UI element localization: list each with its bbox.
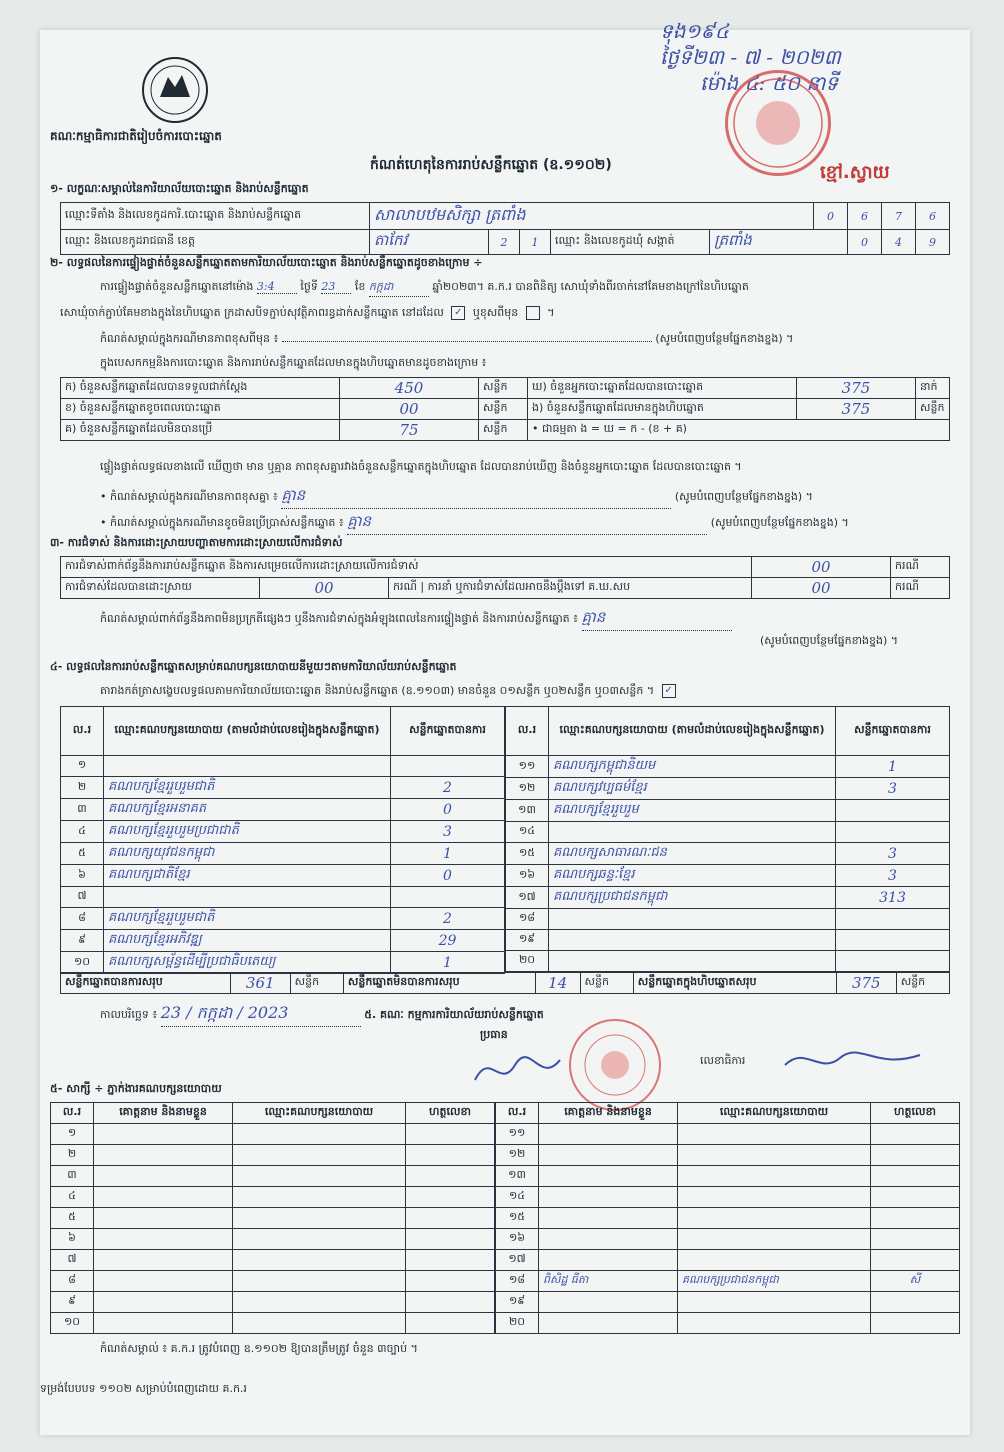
witness-signature bbox=[406, 1208, 495, 1229]
table-row bbox=[61, 908, 505, 930]
row-no: ១ bbox=[61, 756, 104, 777]
secretary-label: លេខាធិការ bbox=[700, 1054, 746, 1067]
witness-signature bbox=[871, 1166, 960, 1187]
voters-count: 375 bbox=[797, 378, 916, 399]
table-row bbox=[51, 1271, 495, 1292]
grid-unit: សន្លឹក bbox=[479, 399, 528, 420]
party-name bbox=[549, 822, 836, 843]
witness-signature bbox=[406, 1187, 495, 1208]
witness-name bbox=[539, 1229, 678, 1250]
footer-note: កំណត់សម្គាល់ ៖ គ.ក.រ ត្រូវបំពេញ ឧ.១១០២ ឱ្យបានត្រឹមត្រូវ ចំនួន ៣ច្បាប់ ។ bbox=[100, 1342, 418, 1355]
stamp-label: ខ្មៅ.ស្វាយ bbox=[820, 162, 890, 183]
party-votes bbox=[836, 930, 950, 951]
grid-label: ខ) ចំនួនសន្លឹកឆ្នោតខូចពេលបោះឆ្នោត bbox=[61, 399, 340, 420]
table-row bbox=[61, 843, 505, 865]
unused-note: • កំណត់សម្គាល់ក្នុងករណីមានខូចមិនប្រើប្រាស់សន្លឹកឆ្នោត ៖ គ្មាន (សូមបំពេញបន្ថែមផ្នែកខាងខ្នង) ។ bbox=[100, 512, 950, 535]
location-value: សាលាបឋមសិក្សា ត្រពាំង bbox=[370, 203, 814, 230]
section3-title: ៣- ការជំទាស់ និងការដោះស្រាយបញ្ហាតាមការដោះស្រាយលើការជំទាស់ bbox=[50, 536, 343, 549]
witness-table-left bbox=[50, 1102, 495, 1334]
unchanged-checkbox: ✓ bbox=[451, 306, 465, 320]
results-table-right bbox=[505, 706, 950, 972]
party-name: គណបក្សខ្មែរអភិវឌ្ឍ bbox=[104, 930, 391, 952]
party-name: គណបក្សយុវជនកម្ពុជា bbox=[104, 843, 391, 865]
party-votes bbox=[836, 822, 950, 843]
witness-party bbox=[678, 1292, 871, 1313]
witness-name bbox=[94, 1229, 233, 1250]
code-digit: 0 bbox=[848, 230, 882, 255]
table-row bbox=[61, 930, 505, 952]
col-party: ឈ្មោះគណបក្សនយោបាយ bbox=[678, 1103, 871, 1124]
table-row bbox=[496, 1271, 960, 1292]
inbox-total: 375 bbox=[836, 973, 896, 994]
table-row bbox=[496, 1145, 960, 1166]
party-votes: 2 bbox=[391, 908, 505, 930]
totals-row bbox=[60, 972, 950, 994]
row-no: ៩ bbox=[61, 930, 104, 952]
changed-checkbox bbox=[526, 306, 540, 320]
witness-name bbox=[94, 1313, 233, 1334]
table-row bbox=[506, 909, 950, 930]
code-digit: 1 bbox=[520, 230, 551, 255]
col-votes: សន្លឹកឆ្នោតបានការ bbox=[391, 707, 505, 756]
irregularity-suffix: (សូមបំពេញបន្ថែមផ្នែកខាងខ្នង) ។ bbox=[760, 634, 899, 647]
witness-signature bbox=[871, 1145, 960, 1166]
verification-line-2: សោឃុំចាក់ភ្ជាប់គែមខាងក្នុងនៃហិបឆ្នោត ក្រដាសបិទភ្ជាប់សុវត្ថិភាពរន្ធដាក់សន្លឹកឆ្នោត នៅដដែល ✓ ឬខុសពីមុន ។ bbox=[60, 306, 555, 319]
objection-count: 00 bbox=[752, 557, 891, 578]
witness-signature: សី bbox=[871, 1271, 960, 1292]
row-no: ៨ bbox=[51, 1271, 94, 1292]
table-row bbox=[506, 800, 950, 822]
day-value: 23 bbox=[321, 280, 351, 294]
total-unit: សន្លឹក bbox=[896, 973, 949, 994]
table-row bbox=[506, 822, 950, 843]
grid-unit: សន្លឹក bbox=[479, 378, 528, 399]
witness-party bbox=[233, 1187, 406, 1208]
witness-name bbox=[539, 1124, 678, 1145]
row-no: ២០ bbox=[506, 951, 549, 972]
row-no: ៧ bbox=[51, 1250, 94, 1271]
formula-note: • ជាធម្មតា ង = ឃ = ក - (ខ + គ) bbox=[528, 420, 950, 441]
table-row bbox=[496, 1166, 960, 1187]
party-name: គណបក្សសម្ព័ន្ធដើម្បីប្រជាធិបតេយ្យ bbox=[104, 952, 391, 974]
location-label: ឈ្មោះទីតាំង និងលេខកូដការិ.បោះឆ្នោត និងរាប់សន្លឹកឆ្នោត bbox=[61, 203, 370, 230]
witness-signature bbox=[406, 1292, 495, 1313]
org-name: គណៈកម្មាធិការជាតិរៀបចំការបោះឆ្នោត bbox=[50, 129, 222, 143]
party-votes: 1 bbox=[391, 952, 505, 974]
row-no: ១០ bbox=[61, 952, 104, 974]
witness-signature bbox=[871, 1124, 960, 1145]
grid-unit: សន្លឹក bbox=[916, 399, 950, 420]
row-no: ៨ bbox=[61, 908, 104, 930]
col-votes: សន្លឹកឆ្នោតបានការ bbox=[836, 707, 950, 756]
row-no: ៥ bbox=[51, 1208, 94, 1229]
row-no: ៥ bbox=[61, 843, 104, 865]
irregularity-note: កំណត់សម្គាល់ពាក់ព័ន្ធនឹងភាពមិនប្រក្រតីផ្សេងៗ ឬនឹងការជំទាស់ក្នុងអំឡុងពេលនៃការផ្ទៀងផ្ទាត់ និងការរាប់សន្លឹកឆ្នោត ៖ គ្មាន bbox=[100, 608, 960, 631]
party-votes bbox=[391, 887, 505, 908]
witness-signature bbox=[406, 1250, 495, 1271]
row-no: ១៦ bbox=[496, 1229, 539, 1250]
table-row bbox=[506, 887, 950, 909]
witness-table-right bbox=[495, 1102, 960, 1334]
row-no: ១៦ bbox=[506, 865, 549, 887]
commune-label: ឈ្មោះ និងលេខកូដឃុំ សង្កាត់ bbox=[551, 230, 710, 255]
table-row bbox=[61, 952, 505, 974]
row-no: ២០ bbox=[496, 1313, 539, 1334]
table-row bbox=[496, 1292, 960, 1313]
witness-signature bbox=[406, 1313, 495, 1334]
witness-signature bbox=[871, 1208, 960, 1229]
party-votes: 3 bbox=[836, 843, 950, 865]
witness-name bbox=[94, 1208, 233, 1229]
witness-name bbox=[539, 1313, 678, 1334]
row-no: ១៣ bbox=[496, 1166, 539, 1187]
section4-title: ៤- លទ្ធផលនៃការរាប់សន្លឹកឆ្នោតសម្រាប់គណបក្សនយោបាយនីមួយៗតាមការិយាល័យរាប់សន្លឹកឆ្នោត bbox=[50, 660, 457, 673]
party-name bbox=[549, 930, 836, 951]
table-row bbox=[496, 1313, 960, 1334]
sheets-checkbox: ✓ bbox=[662, 684, 676, 698]
table-row bbox=[506, 756, 950, 778]
row-no: ១៩ bbox=[496, 1292, 539, 1313]
witness-name bbox=[539, 1208, 678, 1229]
invalid-total: 14 bbox=[535, 973, 580, 994]
count-grid bbox=[60, 377, 950, 441]
witness-name bbox=[94, 1145, 233, 1166]
emblem-icon bbox=[140, 55, 210, 125]
table-row bbox=[496, 1187, 960, 1208]
match-line: ផ្ទៀងផ្ទាត់លទ្ធផលខាងលើ ឃើញថា មាន ឬគ្មាន ភាពខុសគ្នារវាងចំនួនសន្លឹកឆ្នោតក្នុងហិបឆ្នោត ដែលបានរាប់ឃើញ និងចំនួនអ្នកបោះឆ្នោត ដែលបានបោះឆ្នោត ។ bbox=[100, 460, 742, 473]
province-value: តាកែវ bbox=[370, 230, 489, 255]
row-no: ១៨ bbox=[506, 909, 549, 930]
row-no: ១១ bbox=[506, 756, 549, 778]
resolved-count: 00 bbox=[260, 578, 389, 599]
table-row bbox=[506, 865, 950, 887]
change-note-line: កំណត់សម្គាល់ក្នុងករណីមានភាពខុសពីមុន ៖ (សូមបំពេញបន្ថែមផ្នែកខាងខ្នង) ។ bbox=[100, 332, 794, 345]
table-row bbox=[61, 887, 505, 908]
party-name: គណបក្សខ្មែររួបរួមជាតិ bbox=[104, 908, 391, 930]
province-label: ឈ្មោះ និងលេខកូដរាជធានី ខេត្ត bbox=[61, 230, 370, 255]
row-no: ១៤ bbox=[496, 1187, 539, 1208]
code-digit: 2 bbox=[489, 230, 520, 255]
code-digit: 4 bbox=[882, 230, 916, 255]
witness-signature bbox=[406, 1229, 495, 1250]
official-stamp bbox=[725, 70, 831, 176]
row-no: ១៧ bbox=[506, 887, 549, 909]
witness-signature bbox=[406, 1271, 495, 1292]
counting-intro: ក្នុងបេសកកម្មនិងការបោះឆ្នោត និងការរាប់សន្លឹកឆ្នោតដែលមានក្នុងហិបឆ្នោតមានដូចខាងក្រោម ៖ bbox=[100, 356, 487, 369]
party-votes bbox=[391, 756, 505, 777]
grid-label: ក) ចំនួនសន្លឹកឆ្នោតដែលបានទទួលជាក់ស្តែង bbox=[61, 378, 340, 399]
invalid-total-label: សន្លឹកឆ្នោតមិនបានការសរុប bbox=[343, 973, 535, 994]
row-no: ៩ bbox=[51, 1292, 94, 1313]
row-no: ១ bbox=[51, 1124, 94, 1145]
witness-party bbox=[678, 1187, 871, 1208]
chief-signature bbox=[470, 1045, 590, 1099]
party-votes: 1 bbox=[391, 843, 505, 865]
witness-party bbox=[678, 1166, 871, 1187]
table-row bbox=[51, 1229, 495, 1250]
row-no: ៤ bbox=[61, 821, 104, 843]
row-no: ១៥ bbox=[506, 843, 549, 865]
witness-name bbox=[539, 1145, 678, 1166]
witness-party bbox=[678, 1208, 871, 1229]
resolved-label: ការជំទាស់ដែលបានដោះស្រាយ bbox=[61, 578, 260, 599]
row-no: ៣ bbox=[51, 1166, 94, 1187]
col-name: គោត្តនាម និងនាមខ្លួន bbox=[94, 1103, 233, 1124]
witness-signature bbox=[406, 1124, 495, 1145]
summary-intro: តារាងកត់ត្រាសង្ខេបលទ្ធផលតាមការិយាល័យបោះឆ្នោត និងរាប់សន្លឹកឆ្នោត (ឧ.១១០៣) មានចំនួន ០១សន្លឹក ឬ០២សន្លឹក ឬ០៣សន្លឹក ។ ✓ bbox=[100, 684, 680, 700]
total-unit: សន្លឹក bbox=[290, 973, 343, 994]
chief-label: ប្រធាន bbox=[480, 1028, 508, 1041]
valid-total-label: សន្លឹកឆ្នោតបានការសរុប bbox=[61, 973, 231, 994]
row-no: ៧ bbox=[61, 887, 104, 908]
party-votes bbox=[836, 800, 950, 822]
ballots-in-box: 375 bbox=[797, 399, 916, 420]
verification-line: ការផ្ទៀងផ្ទាត់ចំនួនសន្លឹកឆ្នោតនៅម៉ោង 3:4 ថ្ងៃទី 23 ខែ កក្កដា ឆ្នាំ២០២៣។ គ.ក.រ បានពិនិត្យ សោឃុំទាំងពីរចាក់នៅគែមខាងក្រៅនៃហិបឆ្នោត bbox=[100, 280, 960, 297]
party-name: គណបក្សខ្មែររួបរួម bbox=[549, 800, 836, 822]
witness-name bbox=[539, 1187, 678, 1208]
party-votes: 1 bbox=[836, 756, 950, 778]
col-no: ល.រ bbox=[496, 1103, 539, 1124]
valid-total: 361 bbox=[230, 973, 290, 994]
table-row bbox=[496, 1229, 960, 1250]
col-party: ឈ្មោះគណបក្សនយោបាយ (តាមលំដាប់លេខរៀងក្នុងសន្លឹកឆ្នោត) bbox=[549, 707, 836, 756]
table-row bbox=[506, 930, 950, 951]
witness-party bbox=[678, 1124, 871, 1145]
table-row bbox=[506, 951, 950, 972]
party-votes: 3 bbox=[836, 778, 950, 800]
col-signature: ហត្ថលេខា bbox=[871, 1103, 960, 1124]
row-no: ១៨ bbox=[496, 1271, 539, 1292]
party-votes: 0 bbox=[391, 865, 505, 887]
received-ballots: 450 bbox=[340, 378, 479, 399]
results-table-left bbox=[60, 706, 505, 974]
party-votes: 29 bbox=[391, 930, 505, 952]
forwarded-unit: ករណី bbox=[891, 578, 950, 599]
party-votes bbox=[836, 909, 950, 930]
col-signature: ហត្ថលេខា bbox=[406, 1103, 495, 1124]
party-name: គណបក្សវប្បធម៌ខ្មែរ bbox=[549, 778, 836, 800]
code-digit: 7 bbox=[882, 203, 916, 230]
table-row bbox=[61, 799, 505, 821]
witness-signature bbox=[871, 1292, 960, 1313]
table-row bbox=[51, 1313, 495, 1334]
witness-party bbox=[233, 1166, 406, 1187]
row-no: ៤ bbox=[51, 1187, 94, 1208]
witness-party bbox=[233, 1229, 406, 1250]
party-name: គណបក្សខ្មែររួបរួមជាតិ bbox=[104, 777, 391, 799]
witness-party: គណបក្សប្រជាជនកម្ពុជា bbox=[678, 1271, 871, 1292]
party-name: គណបក្សសាធារណៈជន bbox=[549, 843, 836, 865]
row-no: ៣ bbox=[61, 799, 104, 821]
witness-signature bbox=[871, 1313, 960, 1334]
witness-party bbox=[678, 1250, 871, 1271]
col-no: ល.រ bbox=[506, 707, 549, 756]
code-digit: 6 bbox=[848, 203, 882, 230]
table-row bbox=[51, 1292, 495, 1313]
witness-signature bbox=[871, 1229, 960, 1250]
party-name: គណបក្សខ្មែរអនាគត bbox=[104, 799, 391, 821]
row-no: ១៩ bbox=[506, 930, 549, 951]
table-row bbox=[51, 1250, 495, 1271]
table-row bbox=[506, 843, 950, 865]
grid-label: ង) ចំនួនសន្លឹកឆ្នោតដែលមានក្នុងហិបឆ្នោត bbox=[528, 399, 797, 420]
grid-unit: សន្លឹក bbox=[479, 420, 528, 441]
witness-name bbox=[94, 1166, 233, 1187]
hour-value: 3:4 bbox=[257, 280, 297, 294]
witness-name bbox=[94, 1271, 233, 1292]
witness-name bbox=[94, 1250, 233, 1271]
row-no: ២ bbox=[61, 777, 104, 799]
party-name: គណបក្សជាតិខ្មែរ bbox=[104, 865, 391, 887]
witness-party bbox=[678, 1313, 871, 1334]
table-row bbox=[61, 777, 505, 799]
party-votes: 0 bbox=[391, 799, 505, 821]
grid-label: ឃ) ចំនួនអ្នកបោះឆ្នោតដែលបានបោះឆ្នោត bbox=[528, 378, 797, 399]
table-row bbox=[61, 865, 505, 887]
table-row bbox=[496, 1250, 960, 1271]
row-no: ៦ bbox=[51, 1229, 94, 1250]
commune-value: ត្រពាំង bbox=[710, 230, 848, 255]
spoiled-ballots: 00 bbox=[340, 399, 479, 420]
code-digit: 6 bbox=[916, 203, 950, 230]
committee-label: ៥. គណៈ កម្មការការិយាល័យរាប់សន្លឹកឆ្នោត bbox=[364, 1008, 544, 1021]
party-votes: 2 bbox=[391, 777, 505, 799]
row-no: ១៥ bbox=[496, 1208, 539, 1229]
total-unit: សន្លឹក bbox=[580, 973, 633, 994]
witness-party bbox=[678, 1229, 871, 1250]
col-no: ល.រ bbox=[51, 1103, 94, 1124]
table-row bbox=[61, 821, 505, 843]
party-votes: 3 bbox=[391, 821, 505, 843]
witness-name bbox=[539, 1166, 678, 1187]
party-name bbox=[549, 951, 836, 972]
party-name: គណបក្សប្រជាជនកម្ពុជា bbox=[549, 887, 836, 909]
code-digit: 9 bbox=[916, 230, 950, 255]
inbox-total-label: សន្លឹកឆ្នោតក្នុងហិបឆ្នោតសរុប bbox=[633, 973, 836, 994]
section5-title: ៥- សាក្សី ÷ ភ្នាក់ងារគណបក្សនយោបាយ bbox=[50, 1082, 222, 1095]
witness-name: ពិសិដ្ឋ ធីតា bbox=[539, 1271, 678, 1292]
document-sheet bbox=[40, 19, 970, 1435]
party-name bbox=[104, 887, 391, 908]
witness-signature bbox=[871, 1250, 960, 1271]
table-row bbox=[506, 778, 950, 800]
party-votes: 3 bbox=[836, 865, 950, 887]
party-votes bbox=[836, 951, 950, 972]
row-no: ៦ bbox=[61, 865, 104, 887]
table-row bbox=[51, 1166, 495, 1187]
difference-note: • កំណត់សម្គាល់ក្នុងករណីមានភាពខុសគ្នា ៖ គ្មាន (សូមបំពេញបន្ថែមផ្នែកខាងខ្នង) ។ bbox=[100, 486, 950, 509]
witness-party bbox=[678, 1145, 871, 1166]
date-line: កាលបរិច្ឆេទ ៖ 23 / កក្កដា / 2023 ៥. គណៈ កម្មការការិយាល័យរាប់សន្លឹកឆ្នោត bbox=[100, 1002, 544, 1027]
row-no: ១៧ bbox=[496, 1250, 539, 1271]
witness-party bbox=[233, 1124, 406, 1145]
party-votes: 313 bbox=[836, 887, 950, 909]
witness-party bbox=[233, 1292, 406, 1313]
unused-ballots: 75 bbox=[340, 420, 479, 441]
row-no: ១៤ bbox=[506, 822, 549, 843]
row-no: ១២ bbox=[506, 778, 549, 800]
table-row bbox=[496, 1208, 960, 1229]
row-no: ១០ bbox=[51, 1313, 94, 1334]
section1-title: ១- លក្ខណៈសម្គាល់នៃការិយាល័យបោះឆ្នោត និងរាប់សន្លឹកឆ្នោត bbox=[50, 182, 309, 195]
table-row bbox=[496, 1124, 960, 1145]
witness-signature bbox=[406, 1166, 495, 1187]
witness-name bbox=[94, 1124, 233, 1145]
table-row bbox=[51, 1208, 495, 1229]
row-no: ១៣ bbox=[506, 800, 549, 822]
row-no: ១២ bbox=[496, 1145, 539, 1166]
witness-signature bbox=[406, 1145, 495, 1166]
row-no: ២ bbox=[51, 1145, 94, 1166]
grid-label: គ) ចំនួនសន្លឹកឆ្នោតដែលមិនបានប្រើ bbox=[61, 420, 340, 441]
col-no: ល.រ bbox=[61, 707, 104, 756]
witness-name bbox=[94, 1187, 233, 1208]
witness-party bbox=[233, 1250, 406, 1271]
received-note: ទុង១៩៤ ថ្ងៃទី២៣ - ៧ - ២០២៣ ម៉ោង ៤: ៥០ នាទី bbox=[660, 19, 841, 95]
party-name bbox=[549, 909, 836, 930]
secretary-signature bbox=[780, 1040, 930, 1084]
party-name: គណបក្សឆន្ទៈខ្មែរ bbox=[549, 865, 836, 887]
witness-name bbox=[94, 1292, 233, 1313]
section2-title: ២- លទ្ធផលនៃការផ្ទៀងផ្ទាត់ចំនួនសន្លឹកឆ្នោតតាមការិយាល័យបោះឆ្នោត និងរាប់សន្លឹកឆ្នោតដូចខាងក្រោម ÷ bbox=[50, 256, 483, 269]
col-party: ឈ្មោះគណបក្សនយោបាយ bbox=[233, 1103, 406, 1124]
date-value: 23 / កក្កដា / 2023 bbox=[161, 1002, 361, 1027]
witness-party bbox=[233, 1208, 406, 1229]
month-value: កក្កដា bbox=[369, 280, 429, 297]
party-name: គណបក្សកម្ពុជានិយម bbox=[549, 756, 836, 778]
forwarded-count: 00 bbox=[752, 578, 891, 599]
witness-party bbox=[233, 1271, 406, 1292]
code-digit: 0 bbox=[814, 203, 848, 230]
col-name: គោត្តនាម និងនាមខ្លួន bbox=[539, 1103, 678, 1124]
table-row bbox=[51, 1124, 495, 1145]
section1-table bbox=[60, 202, 950, 255]
objection-label: ការជំទាស់ពាក់ព័ន្ធនឹងការរាប់សន្លឹកឆ្នោត និងការសម្រេចលើការដោះស្រាយលើការជំទាស់ bbox=[61, 557, 752, 578]
col-party: ឈ្មោះគណបក្សនយោបាយ (តាមលំដាប់លេខរៀងក្នុងសន្លឹកឆ្នោត) bbox=[104, 707, 391, 756]
table-row bbox=[61, 756, 505, 777]
form-footer: ទម្រង់បែបបទ ១១០២ សម្រាប់បំពេញដោយ គ.ក.រ bbox=[40, 1382, 247, 1395]
witness-name bbox=[539, 1250, 678, 1271]
form-title: កំណត់ហេតុនៃការរាប់សន្លឹកឆ្នោត (ឧ.១១០២) bbox=[370, 157, 612, 173]
witness-party bbox=[233, 1145, 406, 1166]
row-no: ១១ bbox=[496, 1124, 539, 1145]
witness-signature bbox=[871, 1187, 960, 1208]
witness-name bbox=[539, 1292, 678, 1313]
objection-table bbox=[60, 556, 950, 599]
party-name: គណបក្សខ្មែររួបរួមប្រជាជាតិ bbox=[104, 821, 391, 843]
table-row bbox=[51, 1145, 495, 1166]
party-name bbox=[104, 756, 391, 777]
table-row bbox=[51, 1187, 495, 1208]
grid-unit: នាក់ bbox=[916, 378, 950, 399]
forwarded-label: ករណី | ការនាំ ឬការជំទាស់ដែលអាចនឹងប្ដឹងទៅ គ.ឃ.សប bbox=[389, 578, 752, 599]
witness-party bbox=[233, 1313, 406, 1334]
objection-unit: ករណី bbox=[891, 557, 950, 578]
